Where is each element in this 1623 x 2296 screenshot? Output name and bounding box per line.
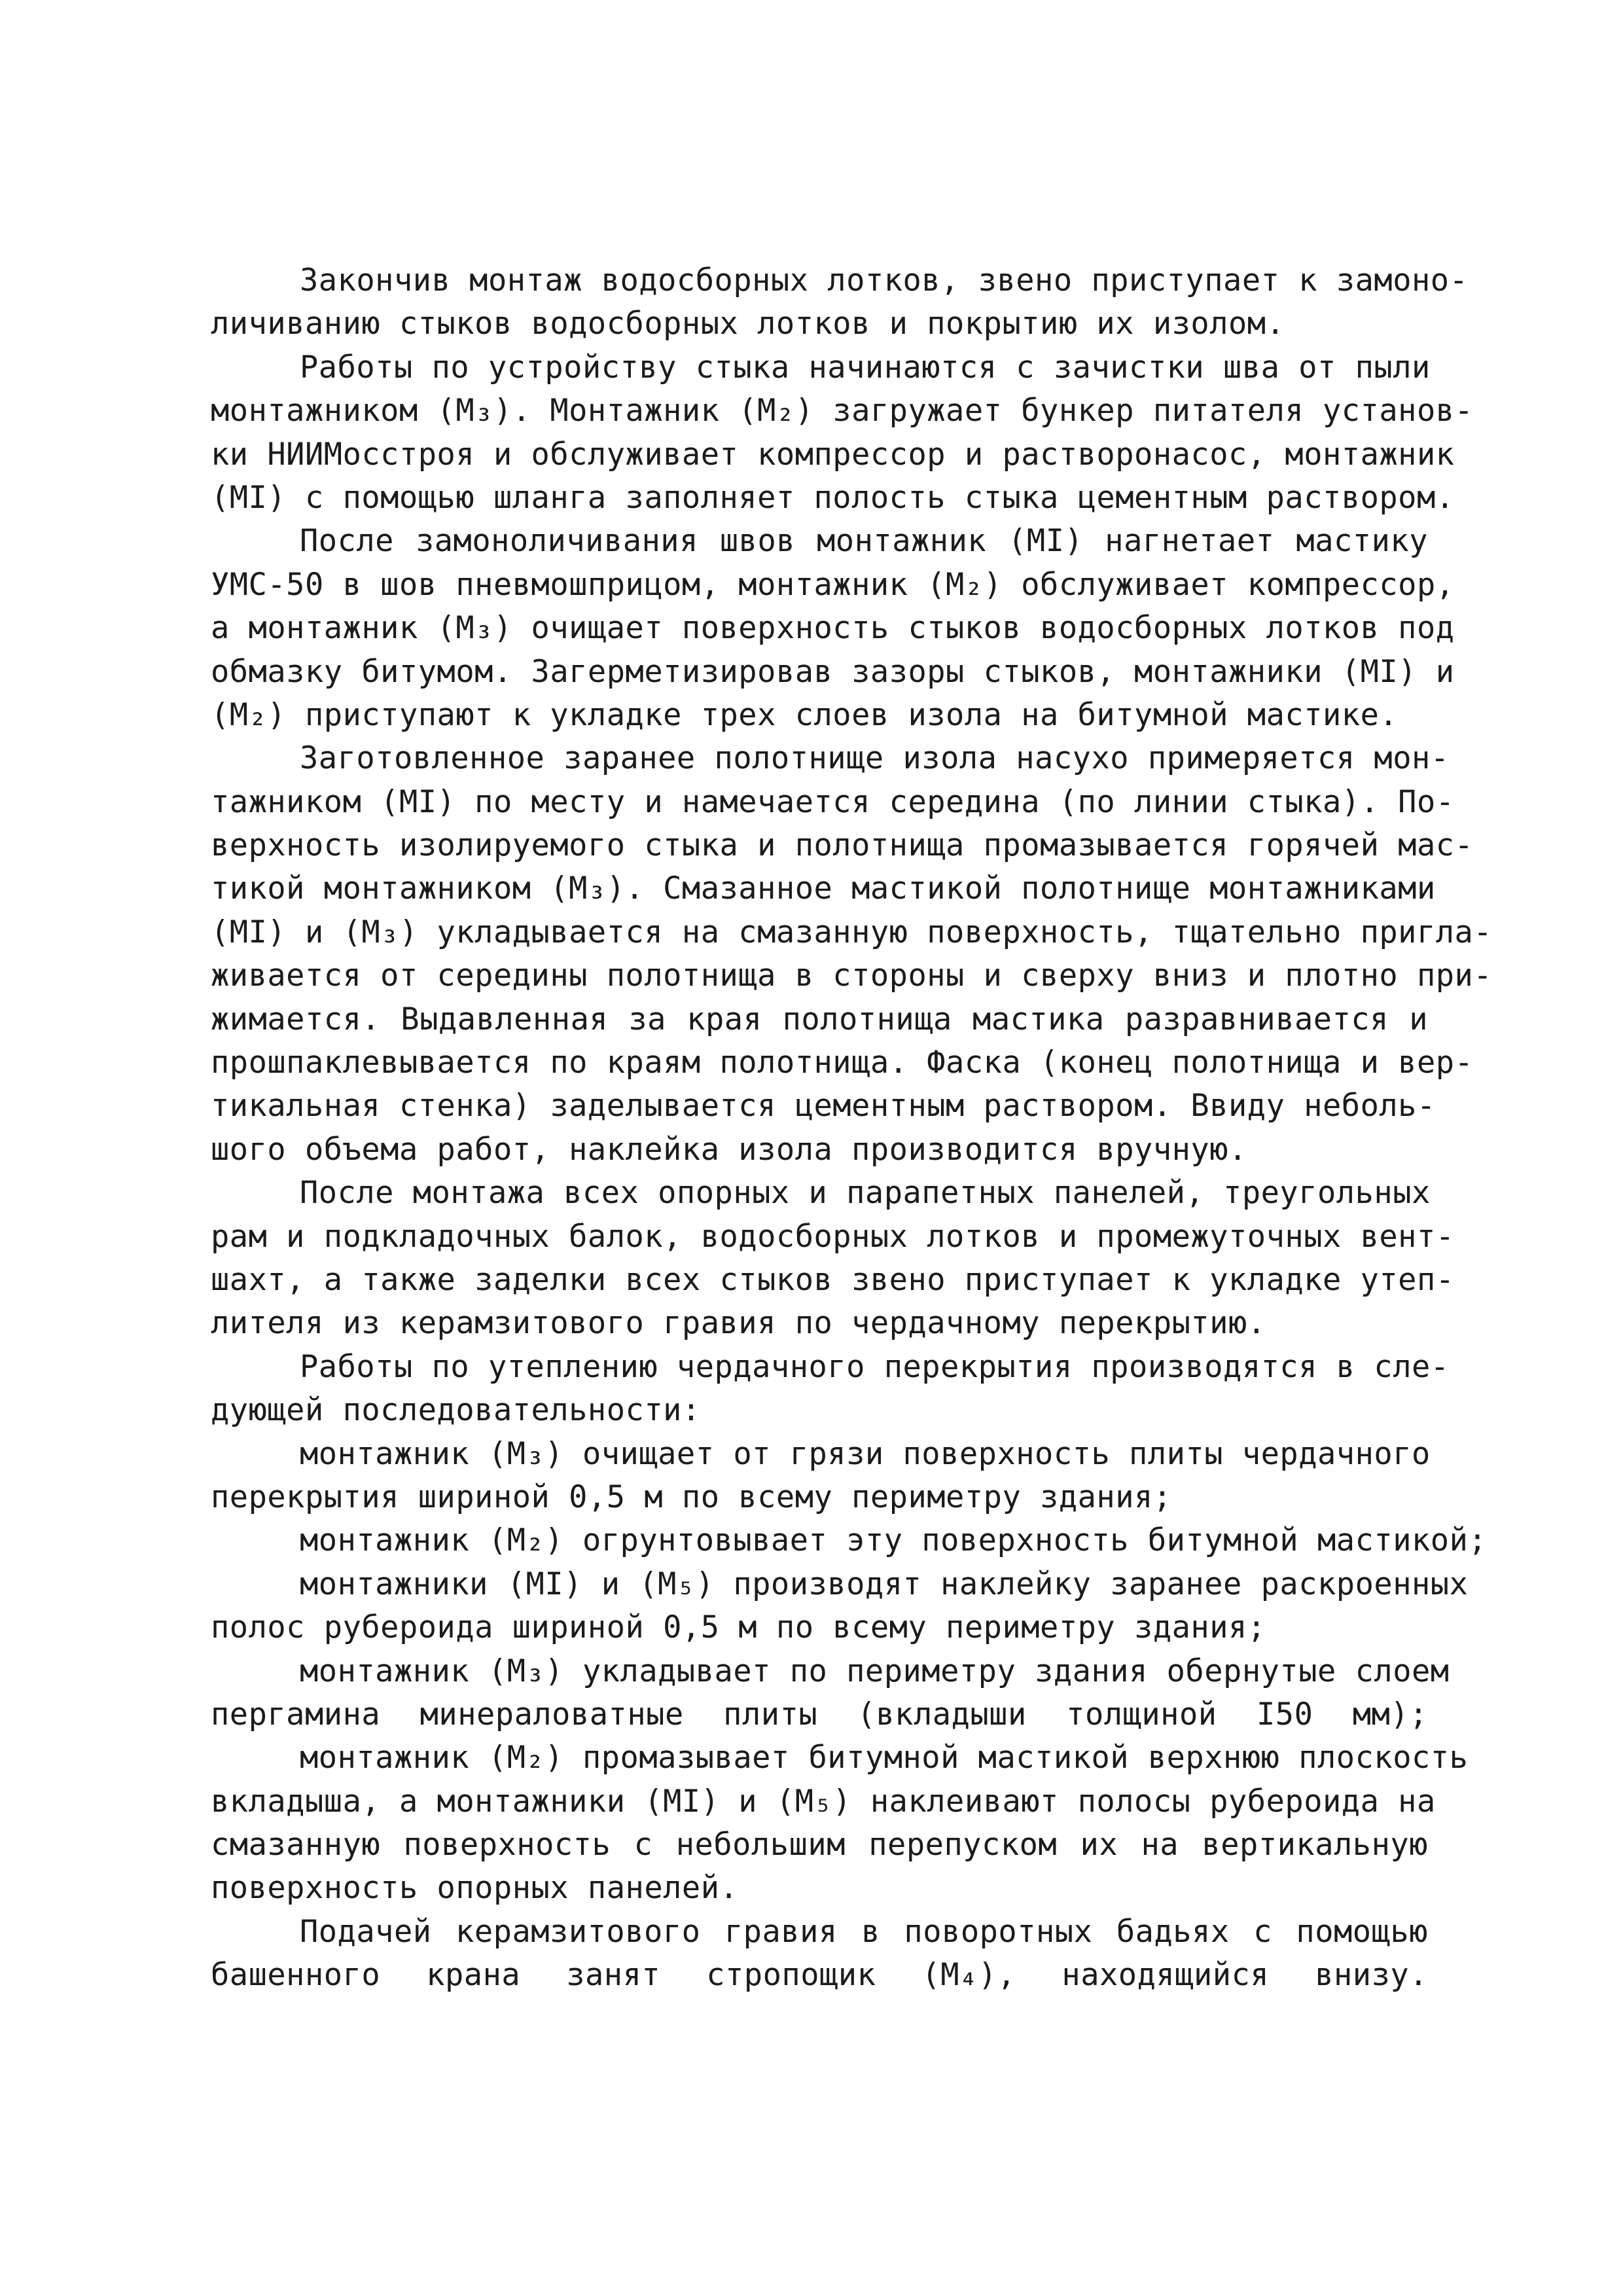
text-line: лителя из керамзитового гравия по чердачному перекрытию. [211, 1305, 1266, 1342]
text-line: Подачей керамзитового гравия в поворотных бадьях с помощью [300, 1913, 1428, 1950]
text-line: тикой монтажником (М₃). Смазанное мастикой полотнище монтажниками [211, 870, 1436, 907]
text-line: тажником (МI) по месту и намечается середина (по линии стыка). По- [211, 783, 1455, 820]
text-line: (МI) с помощью шланга заполняет полость стыка цементным раствором. [211, 479, 1455, 516]
text-line: дующей последовательности: [211, 1392, 701, 1429]
text-line: Закончив монтаж водосборных лотков, звено приступает к замоно- [300, 262, 1469, 298]
text-line: монтажник (М₂) промазывает битумной мастикой верхнюю плоскость [300, 1740, 1469, 1776]
body-text [211, 259, 1493, 1998]
text-line: шого объема работ, наклейка изола производится вручную. [211, 1131, 1247, 1168]
text-line: поверхность опорных панелей. [211, 1870, 739, 1907]
text-line: (М₂) приступают к укладке трех слоев изола на битумной мастике. [211, 696, 1399, 733]
text-line: пергамина минераловатные плиты (вкладыши толщиной I50 мм); [211, 1696, 1428, 1732]
text-line: смазанную поверхность с небольшим перепуском их на вертикальную [211, 1827, 1428, 1863]
text-line: После монтажа всех опорных и парапетных панелей, треугольных [300, 1175, 1431, 1211]
text-line: Работы по утеплению чердачного перекрытия производятся в сле- [300, 1348, 1450, 1385]
text-line: После замоноличивания швов монтажник (МI) нагнетает мастику [300, 523, 1428, 560]
text-line: УМС-50 в шов пневмошприцом, монтажник (М₂) обслуживает компрессор, [211, 566, 1455, 603]
text-line: живается от середины полотнища в стороны и сверху вниз и плотно при- [211, 958, 1493, 994]
text-line: (МI) и (М₃) укладывается на смазанную поверхность, тщательно пригла- [211, 914, 1493, 950]
text-line: монтажники (МI) и (М₅) производят наклейку заранее раскроенных [300, 1566, 1469, 1602]
text-line: башенного крана занят стропощик (М₄), находящийся внизу. [211, 1957, 1428, 1994]
text-line: Заготовленное заранее полотнище изола насухо примеряется мон- [300, 740, 1450, 777]
text-line: монтажник (М₃) укладывает по периметру здания обернутые слоем [300, 1653, 1450, 1689]
text-line: рам и подкладочных балок, водосборных лотков и промежуточных вент- [211, 1218, 1455, 1255]
text-line: прошпаклевывается по краям полотнища. Фаска (конец полотнища и вер- [211, 1045, 1474, 1081]
text-line: тикальная стенка) заделывается цементным раствором. Ввиду неболь- [211, 1088, 1436, 1124]
text-line: жимается. Выдавленная за края полотнища мастика разравнивается и [211, 1001, 1428, 1037]
text-line: обмазку битумом. Загерметизировав зазоры стыков, монтажники (МI) и [211, 653, 1455, 690]
text-line: ки НИИМосстроя и обслуживает компрессор и растворонасос, монтажник [211, 436, 1455, 473]
text-line: шахт, а также заделки всех стыков звено приступает к укладке утеп- [211, 1261, 1455, 1298]
text-line: монтажник (М₃) очищает от грязи поверхность плиты чердачного [300, 1435, 1431, 1472]
text-line: личиванию стыков водосборных лотков и покрытию их изолом. [211, 306, 1285, 342]
text-line: монтажником (М₃). Монтажник (М₂) загружает бункер питателя установ- [211, 393, 1474, 429]
text-line: вкладыша, а монтажники (МI) и (М₅) наклеивают полосы рубероида на [211, 1783, 1436, 1820]
text-line: монтажник (М₂) огрунтовывает эту поверхность битумной мастикой; [300, 1522, 1488, 1559]
text-line: верхность изолируемого стыка и полотнища промазывается горячей мас- [211, 827, 1474, 864]
text-line: перекрытия шириной 0,5 м по всему периметру здания; [211, 1479, 1172, 1515]
text-line: Работы по устройству стыка начинаются с зачистки шва от пыли [300, 349, 1431, 386]
text-line: а монтажник (М₃) очищает поверхность стыков водосборных лотков под [211, 610, 1455, 647]
text-line: полос рубероида шириной 0,5 м по всему периметру здания; [211, 1609, 1266, 1646]
